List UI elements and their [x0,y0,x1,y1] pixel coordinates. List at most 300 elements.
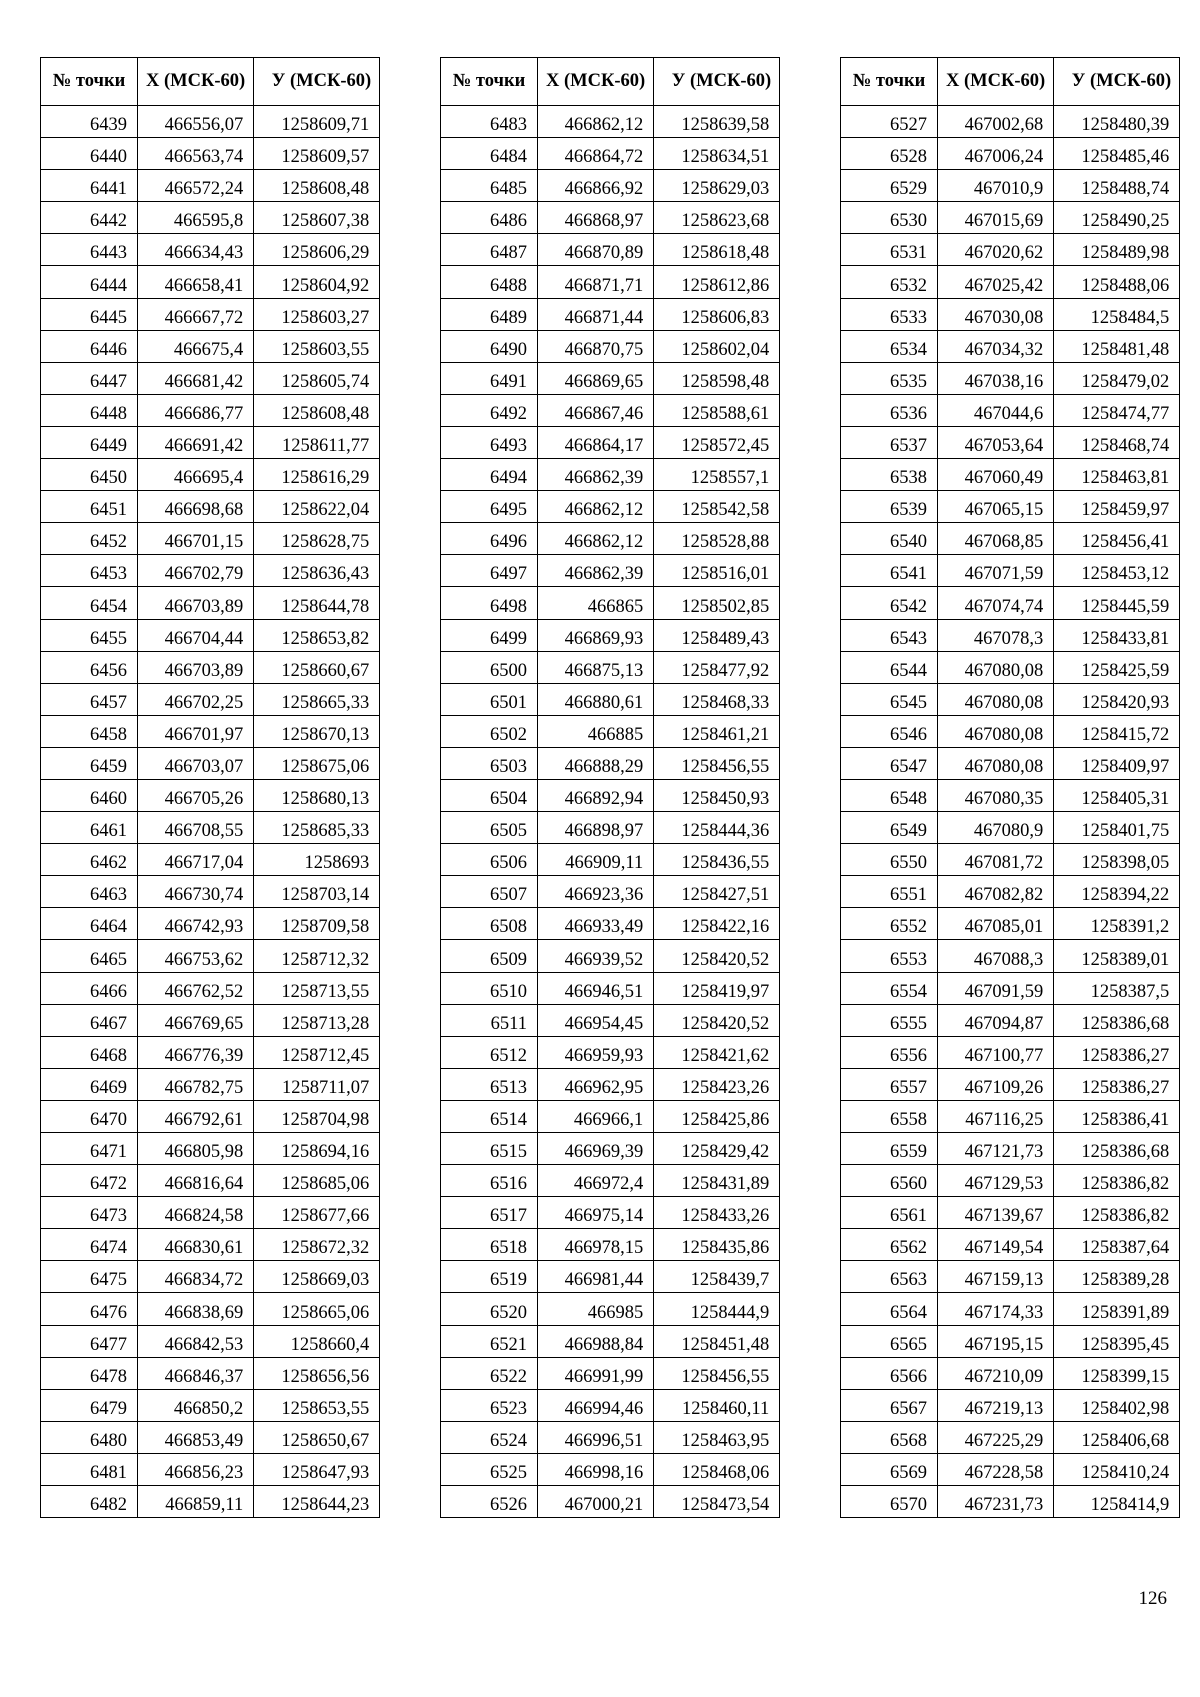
table-row [841,1325,1180,1357]
table-row [841,106,1180,138]
table-row [441,876,780,908]
x-coordinate-cell: 467139,67 [938,1197,1054,1229]
table-row [41,1100,380,1132]
y-coordinate-cell: 1258450,93 [654,779,780,811]
y-coordinate-cell: 1258602,04 [654,330,780,362]
point-number-cell: 6450 [41,459,138,491]
point-number-cell: 6479 [41,1389,138,1421]
point-number-cell: 6505 [441,812,538,844]
point-number-cell: 6549 [841,812,938,844]
table-row [441,844,780,876]
table-row [41,1229,380,1261]
coordinates-table-right [840,57,1180,1518]
point-number-cell: 6493 [441,426,538,458]
x-coordinate-cell: 466981,44 [538,1261,654,1293]
table-row [841,1036,1180,1068]
y-coordinate-cell: 1258425,59 [1054,651,1180,683]
y-coordinate-cell: 1258603,27 [254,298,380,330]
table-row [41,1197,380,1229]
point-number-cell: 6484 [441,138,538,170]
point-number-cell: 6538 [841,459,938,491]
table-row [441,683,780,715]
table-row [441,619,780,651]
table-row [841,234,1180,266]
point-number-cell: 6445 [41,298,138,330]
point-number-cell: 6481 [41,1453,138,1485]
point-number-cell: 6544 [841,651,938,683]
table-row [841,1261,1180,1293]
y-coordinate-cell: 1258436,55 [654,844,780,876]
point-number-cell: 6473 [41,1197,138,1229]
header-point-number: № точки [41,58,138,106]
x-coordinate-cell: 467091,59 [938,972,1054,1004]
x-coordinate-cell: 466681,42 [138,362,254,394]
y-coordinate-cell: 1258672,32 [254,1229,380,1261]
x-coordinate-cell: 467174,33 [938,1293,1054,1325]
point-number-cell: 6512 [441,1036,538,1068]
x-coordinate-cell: 466868,97 [538,202,654,234]
table-row [441,1261,780,1293]
x-coordinate-cell: 466859,11 [138,1486,254,1518]
x-coordinate-cell: 466865 [538,587,654,619]
point-number-cell: 6508 [441,908,538,940]
y-coordinate-cell: 1258604,92 [254,266,380,298]
table-row [841,1293,1180,1325]
x-coordinate-cell: 466998,16 [538,1453,654,1485]
y-coordinate-cell: 1258588,61 [654,394,780,426]
point-number-cell: 6475 [41,1261,138,1293]
table-row [441,1389,780,1421]
point-number-cell: 6485 [441,170,538,202]
table-row [841,587,1180,619]
y-coordinate-cell: 1258456,55 [654,1357,780,1389]
x-coordinate-cell: 466870,75 [538,330,654,362]
x-coordinate-cell: 467000,21 [538,1486,654,1518]
table-row [41,844,380,876]
y-coordinate-cell: 1258480,39 [1054,106,1180,138]
table-row [441,587,780,619]
y-coordinate-cell: 1258660,67 [254,651,380,683]
y-coordinate-cell: 1258468,06 [654,1453,780,1485]
point-number-cell: 6555 [841,1004,938,1036]
point-number-cell: 6492 [441,394,538,426]
point-number-cell: 6466 [41,972,138,1004]
y-coordinate-cell: 1258474,77 [1054,394,1180,426]
y-coordinate-cell: 1258420,52 [654,1004,780,1036]
y-coordinate-cell: 1258712,45 [254,1036,380,1068]
y-coordinate-cell: 1258660,4 [254,1325,380,1357]
y-coordinate-cell: 1258453,12 [1054,555,1180,587]
table-row [441,106,780,138]
y-coordinate-cell: 1258386,68 [1054,1133,1180,1165]
point-number-cell: 6542 [841,587,938,619]
point-number-cell: 6519 [441,1261,538,1293]
x-coordinate-cell: 466871,44 [538,298,654,330]
y-coordinate-cell: 1258420,93 [1054,683,1180,715]
y-coordinate-cell: 1258603,55 [254,330,380,362]
point-number-cell: 6510 [441,972,538,1004]
point-number-cell: 6489 [441,298,538,330]
table-row [441,779,780,811]
table-row [41,330,380,362]
x-coordinate-cell: 467116,25 [938,1100,1054,1132]
point-number-cell: 6502 [441,715,538,747]
x-coordinate-cell: 466753,62 [138,940,254,972]
x-coordinate-cell: 466850,2 [138,1389,254,1421]
point-number-cell: 6454 [41,587,138,619]
x-coordinate-cell: 466595,8 [138,202,254,234]
x-coordinate-cell: 467195,15 [938,1325,1054,1357]
x-coordinate-cell: 466866,92 [538,170,654,202]
point-number-cell: 6529 [841,170,938,202]
x-coordinate-cell: 466853,49 [138,1421,254,1453]
table-row [841,1197,1180,1229]
x-coordinate-cell: 467085,01 [938,908,1054,940]
point-number-cell: 6495 [441,491,538,523]
y-coordinate-cell: 1258485,46 [1054,138,1180,170]
point-number-cell: 6467 [41,1004,138,1036]
x-coordinate-cell: 467025,42 [938,266,1054,298]
x-coordinate-cell: 466864,72 [538,138,654,170]
point-number-cell: 6455 [41,619,138,651]
x-coordinate-cell: 467078,3 [938,619,1054,651]
y-coordinate-cell: 1258456,41 [1054,523,1180,555]
table-row [441,394,780,426]
x-coordinate-cell: 466946,51 [538,972,654,1004]
x-coordinate-cell: 466816,64 [138,1165,254,1197]
y-coordinate-cell: 1258431,89 [654,1165,780,1197]
table-body [841,106,1180,1518]
point-number-cell: 6563 [841,1261,938,1293]
table-row [41,587,380,619]
table-row [41,683,380,715]
x-coordinate-cell: 467071,59 [938,555,1054,587]
table-row [841,747,1180,779]
x-coordinate-cell: 467034,32 [938,330,1054,362]
x-coordinate-cell: 466824,58 [138,1197,254,1229]
x-coordinate-cell: 466991,99 [538,1357,654,1389]
coordinates-table-middle [440,57,780,1518]
point-number-cell: 6547 [841,747,938,779]
y-coordinate-cell: 1258409,97 [1054,747,1180,779]
y-coordinate-cell: 1258653,82 [254,619,380,651]
x-coordinate-cell: 467065,15 [938,491,1054,523]
x-coordinate-cell: 466704,44 [138,619,254,651]
point-number-cell: 6532 [841,266,938,298]
table-row [41,779,380,811]
point-number-cell: 6521 [441,1325,538,1357]
table-row [41,394,380,426]
x-coordinate-cell: 466959,93 [538,1036,654,1068]
point-number-cell: 6520 [441,1293,538,1325]
y-coordinate-cell: 1258406,68 [1054,1421,1180,1453]
table-row [41,491,380,523]
table-row [441,1325,780,1357]
y-coordinate-cell: 1258653,55 [254,1389,380,1421]
y-coordinate-cell: 1258675,06 [254,747,380,779]
point-number-cell: 6496 [441,523,538,555]
header-y-coordinate: У (МСК-60) [254,58,380,106]
y-coordinate-cell: 1258639,58 [654,106,780,138]
table-row [41,1293,380,1325]
x-coordinate-cell: 466923,36 [538,876,654,908]
point-number-cell: 6515 [441,1133,538,1165]
point-number-cell: 6541 [841,555,938,587]
table-row [841,523,1180,555]
table-row [441,426,780,458]
y-coordinate-cell: 1258459,97 [1054,491,1180,523]
x-coordinate-cell: 466742,93 [138,908,254,940]
y-coordinate-cell: 1258410,24 [1054,1453,1180,1485]
y-coordinate-cell: 1258609,57 [254,138,380,170]
y-coordinate-cell: 1258608,48 [254,170,380,202]
x-coordinate-cell: 466846,37 [138,1357,254,1389]
x-coordinate-cell: 466667,72 [138,298,254,330]
y-coordinate-cell: 1258386,82 [1054,1197,1180,1229]
table-row [41,1036,380,1068]
x-coordinate-cell: 467129,53 [938,1165,1054,1197]
x-coordinate-cell: 466686,77 [138,394,254,426]
y-coordinate-cell: 1258694,16 [254,1133,380,1165]
x-coordinate-cell: 467100,77 [938,1036,1054,1068]
x-coordinate-cell: 466776,39 [138,1036,254,1068]
point-number-cell: 6441 [41,170,138,202]
point-number-cell: 6482 [41,1486,138,1518]
x-coordinate-cell: 466769,65 [138,1004,254,1036]
table-row [441,523,780,555]
x-coordinate-cell: 466966,1 [538,1100,654,1132]
table-row [441,330,780,362]
y-coordinate-cell: 1258460,11 [654,1389,780,1421]
x-coordinate-cell: 466994,46 [538,1389,654,1421]
x-coordinate-cell: 466888,29 [538,747,654,779]
y-coordinate-cell: 1258429,42 [654,1133,780,1165]
x-coordinate-cell: 466933,49 [538,908,654,940]
point-number-cell: 6499 [441,619,538,651]
point-number-cell: 6533 [841,298,938,330]
y-coordinate-cell: 1258433,26 [654,1197,780,1229]
table-row [41,619,380,651]
y-coordinate-cell: 1258712,32 [254,940,380,972]
x-coordinate-cell: 466572,24 [138,170,254,202]
point-number-cell: 6440 [41,138,138,170]
point-number-cell: 6537 [841,426,938,458]
table-row [841,1357,1180,1389]
y-coordinate-cell: 1258401,75 [1054,812,1180,844]
y-coordinate-cell: 1258713,28 [254,1004,380,1036]
x-coordinate-cell: 466695,4 [138,459,254,491]
table-row [41,715,380,747]
x-coordinate-cell: 467020,62 [938,234,1054,266]
x-coordinate-cell: 466985 [538,1293,654,1325]
table-row [441,812,780,844]
y-coordinate-cell: 1258391,89 [1054,1293,1180,1325]
x-coordinate-cell: 466862,39 [538,459,654,491]
point-number-cell: 6514 [441,1100,538,1132]
y-coordinate-cell: 1258456,55 [654,747,780,779]
y-coordinate-cell: 1258502,85 [654,587,780,619]
y-coordinate-cell: 1258473,54 [654,1486,780,1518]
table-row [41,1004,380,1036]
point-number-cell: 6553 [841,940,938,972]
x-coordinate-cell: 467225,29 [938,1421,1054,1453]
point-number-cell: 6486 [441,202,538,234]
y-coordinate-cell: 1258420,52 [654,940,780,972]
y-coordinate-cell: 1258644,23 [254,1486,380,1518]
y-coordinate-cell: 1258439,7 [654,1261,780,1293]
point-number-cell: 6517 [441,1197,538,1229]
point-number-cell: 6439 [41,106,138,138]
table-row [41,138,380,170]
table-row [841,459,1180,491]
table-row [841,1229,1180,1261]
x-coordinate-cell: 466805,98 [138,1133,254,1165]
x-coordinate-cell: 467080,9 [938,812,1054,844]
point-number-cell: 6504 [441,779,538,811]
y-coordinate-cell: 1258704,98 [254,1100,380,1132]
x-coordinate-cell: 466862,12 [538,491,654,523]
x-coordinate-cell: 466862,12 [538,523,654,555]
point-number-cell: 6540 [841,523,938,555]
table-row [841,266,1180,298]
x-coordinate-cell: 467044,6 [938,394,1054,426]
table-row [441,1036,780,1068]
table-row [841,683,1180,715]
table-row [41,908,380,940]
y-coordinate-cell: 1258713,55 [254,972,380,1004]
table-row [841,779,1180,811]
y-coordinate-cell: 1258677,66 [254,1197,380,1229]
point-number-cell: 6550 [841,844,938,876]
table-row [441,202,780,234]
point-number-cell: 6528 [841,138,938,170]
y-coordinate-cell: 1258647,93 [254,1453,380,1485]
point-number-cell: 6534 [841,330,938,362]
table-row [841,1486,1180,1518]
x-coordinate-cell: 467082,82 [938,876,1054,908]
y-coordinate-cell: 1258479,02 [1054,362,1180,394]
y-coordinate-cell: 1258622,04 [254,491,380,523]
point-number-cell: 6501 [441,683,538,715]
table-row [441,1197,780,1229]
point-number-cell: 6472 [41,1165,138,1197]
point-number-cell: 6536 [841,394,938,426]
table-row [841,844,1180,876]
point-number-cell: 6554 [841,972,938,1004]
point-number-cell: 6570 [841,1486,938,1518]
x-coordinate-cell: 466702,79 [138,555,254,587]
x-coordinate-cell: 466880,61 [538,683,654,715]
table-row [841,362,1180,394]
point-number-cell: 6525 [441,1453,538,1485]
x-coordinate-cell: 466658,41 [138,266,254,298]
x-coordinate-cell: 467074,74 [938,587,1054,619]
y-coordinate-cell: 1258444,36 [654,812,780,844]
y-coordinate-cell: 1258481,48 [1054,330,1180,362]
x-coordinate-cell: 466792,61 [138,1100,254,1132]
table-row [41,170,380,202]
table-row [41,1261,380,1293]
table-row [41,555,380,587]
point-number-cell: 6559 [841,1133,938,1165]
table-row [841,715,1180,747]
point-number-cell: 6556 [841,1036,938,1068]
table-row [841,170,1180,202]
y-coordinate-cell: 1258414,9 [1054,1486,1180,1518]
x-coordinate-cell: 466988,84 [538,1325,654,1357]
x-coordinate-cell: 466838,69 [138,1293,254,1325]
table-row [841,394,1180,426]
x-coordinate-cell: 466875,13 [538,651,654,683]
x-coordinate-cell: 467109,26 [938,1068,1054,1100]
y-coordinate-cell: 1258670,13 [254,715,380,747]
table-row [41,747,380,779]
table-row [841,1389,1180,1421]
point-number-cell: 6498 [441,587,538,619]
x-coordinate-cell: 466703,89 [138,651,254,683]
point-number-cell: 6488 [441,266,538,298]
x-coordinate-cell: 466705,26 [138,779,254,811]
point-number-cell: 6471 [41,1133,138,1165]
y-coordinate-cell: 1258623,68 [654,202,780,234]
point-number-cell: 6483 [441,106,538,138]
y-coordinate-cell: 1258395,45 [1054,1325,1180,1357]
x-coordinate-cell: 466962,95 [538,1068,654,1100]
table-row [441,170,780,202]
x-coordinate-cell: 466909,11 [538,844,654,876]
point-number-cell: 6546 [841,715,938,747]
y-coordinate-cell: 1258685,06 [254,1165,380,1197]
x-coordinate-cell: 467149,54 [938,1229,1054,1261]
y-coordinate-cell: 1258386,41 [1054,1100,1180,1132]
y-coordinate-cell: 1258405,31 [1054,779,1180,811]
table-row [841,330,1180,362]
y-coordinate-cell: 1258656,56 [254,1357,380,1389]
table-header-row [41,58,380,106]
y-coordinate-cell: 1258611,77 [254,426,380,458]
table-row [841,651,1180,683]
y-coordinate-cell: 1258634,51 [654,138,780,170]
header-x-coordinate: X (МСК-60) [938,58,1054,106]
point-number-cell: 6526 [441,1486,538,1518]
point-number-cell: 6518 [441,1229,538,1261]
x-coordinate-cell: 466703,07 [138,747,254,779]
table-row [41,1068,380,1100]
x-coordinate-cell: 466871,71 [538,266,654,298]
x-coordinate-cell: 467080,08 [938,683,1054,715]
table-row [41,1453,380,1485]
table-row [441,1133,780,1165]
y-coordinate-cell: 1258616,29 [254,459,380,491]
point-number-cell: 6464 [41,908,138,940]
table-row [841,555,1180,587]
table-row [841,940,1180,972]
table-header-row [441,58,780,106]
y-coordinate-cell: 1258477,92 [654,651,780,683]
table-row [441,1100,780,1132]
header-y-coordinate: У (МСК-60) [1054,58,1180,106]
point-number-cell: 6500 [441,651,538,683]
table-row [41,106,380,138]
table-row [441,491,780,523]
y-coordinate-cell: 1258387,5 [1054,972,1180,1004]
y-coordinate-cell: 1258387,64 [1054,1229,1180,1261]
y-coordinate-cell: 1258608,48 [254,394,380,426]
x-coordinate-cell: 467015,69 [938,202,1054,234]
x-coordinate-cell: 466969,39 [538,1133,654,1165]
table-row [441,1068,780,1100]
point-number-cell: 6459 [41,747,138,779]
